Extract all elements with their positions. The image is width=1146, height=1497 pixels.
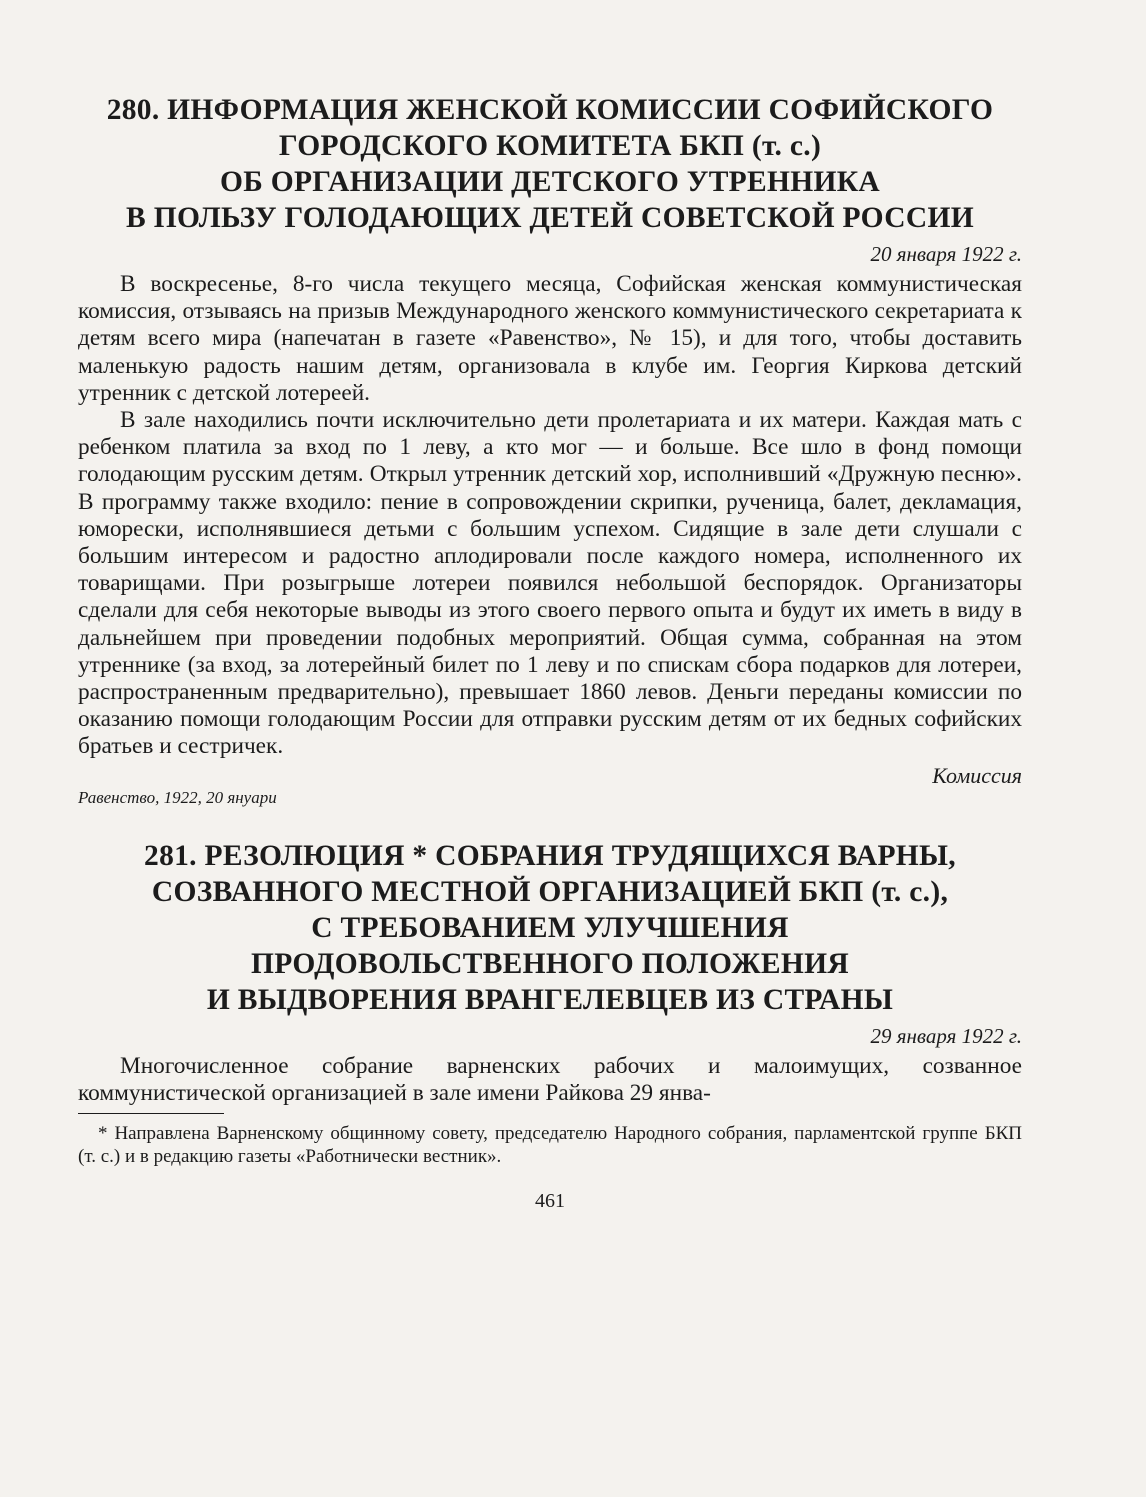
doc281-title-line-5: И ВЫДВОРЕНИЯ ВРАНГЕЛЕВЦЕВ ИЗ СТРАНЫ bbox=[206, 983, 894, 1016]
doc280-title-line-2: ГОРОДСКОГО КОМИТЕТА БКП (т. с.) bbox=[278, 130, 822, 162]
doc280-title-line-3: ОБ ОРГАНИЗАЦИИ ДЕТСКОГО УТРЕННИКА bbox=[220, 166, 880, 198]
doc280-paragraph-2: В зале находились почти исключительно дети пролетариата и их матери. Каждая мать с ребенком платила за вход по 1 леву, а кто мог — и больше. Все шло в фонд помощи голодающим русским детям. Открыл утренник детский хор, исполнивший «Дружную песню». В программу также входило: пение в сопровождении скрипки, рученица, балет, декламация, юморески, исполнявшиеся детьми с большим успехом. Сидящие в зале дети слушали с большим интересом и радостно аплодировали после каждого номера, исполненного их товарищами. При розыгрыше лотереи появился небольшой беспорядок. Организаторы сделали для себя некоторые выводы из этого своего первого опыта и будут их иметь в виду в дальнейшем при проведении подобных мероприятий. Общая сумма, собранная на этом утреннике (за вход, за лотерейный билет по 1 леву и по спискам сбора подарков для лотереи, распространенным предварительно), превышает 1860 левов. Деньги переданы комиссии по оказанию помощи голодающим России для отправки русским детям от их бедных софийских братьев и сестричек. bbox=[78, 407, 1022, 760]
document-page bbox=[78, 92, 1022, 1213]
doc280-title-line-1: 280. ИНФОРМАЦИЯ ЖЕНСКОЙ КОМИССИИ СОФИЙСКОГО bbox=[106, 94, 994, 126]
doc280-signature: Комиссия bbox=[932, 762, 1022, 788]
doc281-title bbox=[78, 838, 1022, 1018]
doc281-title-line-3: С ТРЕБОВАНИЕМ УЛУЧШЕНИЯ bbox=[311, 911, 789, 944]
doc280-source: Равенство, 1922, 20 януари bbox=[78, 787, 277, 807]
doc280-title-line-4: В ПОЛЬЗУ ГОЛОДАЮЩИХ ДЕТЕЙ СОВЕТСКОЙ РОССИИ bbox=[126, 202, 974, 234]
footnote-divider bbox=[78, 1113, 224, 1114]
doc281-title-line-4: ПРОДОВОЛЬСТВЕННОГО ПОЛОЖЕНИЯ bbox=[251, 947, 849, 980]
page-number: 461 bbox=[535, 1190, 565, 1213]
footnote: * Направлена Варненскому общинному совету, председателю Народного собрания, парламентской группе БКП (т. с.) и в редакцию газеты «Работнически вестник». bbox=[78, 1123, 1022, 1168]
doc280-paragraph-1: В воскресенье, 8-го числа текущего месяца, Софийская женская коммунистическая комиссия, отзываясь на призыв Международного женского коммунистического секретариата к детям всего мира (напечатан в газете «Равенство», № 15), и для того, чтобы доставить маленькую радость нашим детям, организовала в клубе им. Георгия Киркова детский утренник с детской лотереей. bbox=[78, 271, 1022, 406]
doc280-date: 20 января 1922 г. bbox=[870, 242, 1022, 266]
doc281-paragraph-1: Многочисленное собрание варненских рабочих и малоимущих, созванное коммунистической организацией в зале имени Райкова 29 янва- bbox=[78, 1052, 1022, 1106]
doc280-body bbox=[78, 271, 1022, 761]
doc280-title bbox=[78, 92, 1022, 236]
doc281-title-line-1: 281. РЕЗОЛЮЦИЯ * СОБРАНИЯ ТРУДЯЩИХСЯ ВАРНЫ, bbox=[144, 839, 956, 872]
doc281-body bbox=[78, 1053, 1022, 1107]
doc281-title-line-2: СОЗВАННОГО МЕСТНОЙ ОРГАНИЗАЦИЕЙ БКП (т. с.), bbox=[151, 875, 949, 908]
doc281-date: 29 января 1922 г. bbox=[870, 1023, 1022, 1048]
